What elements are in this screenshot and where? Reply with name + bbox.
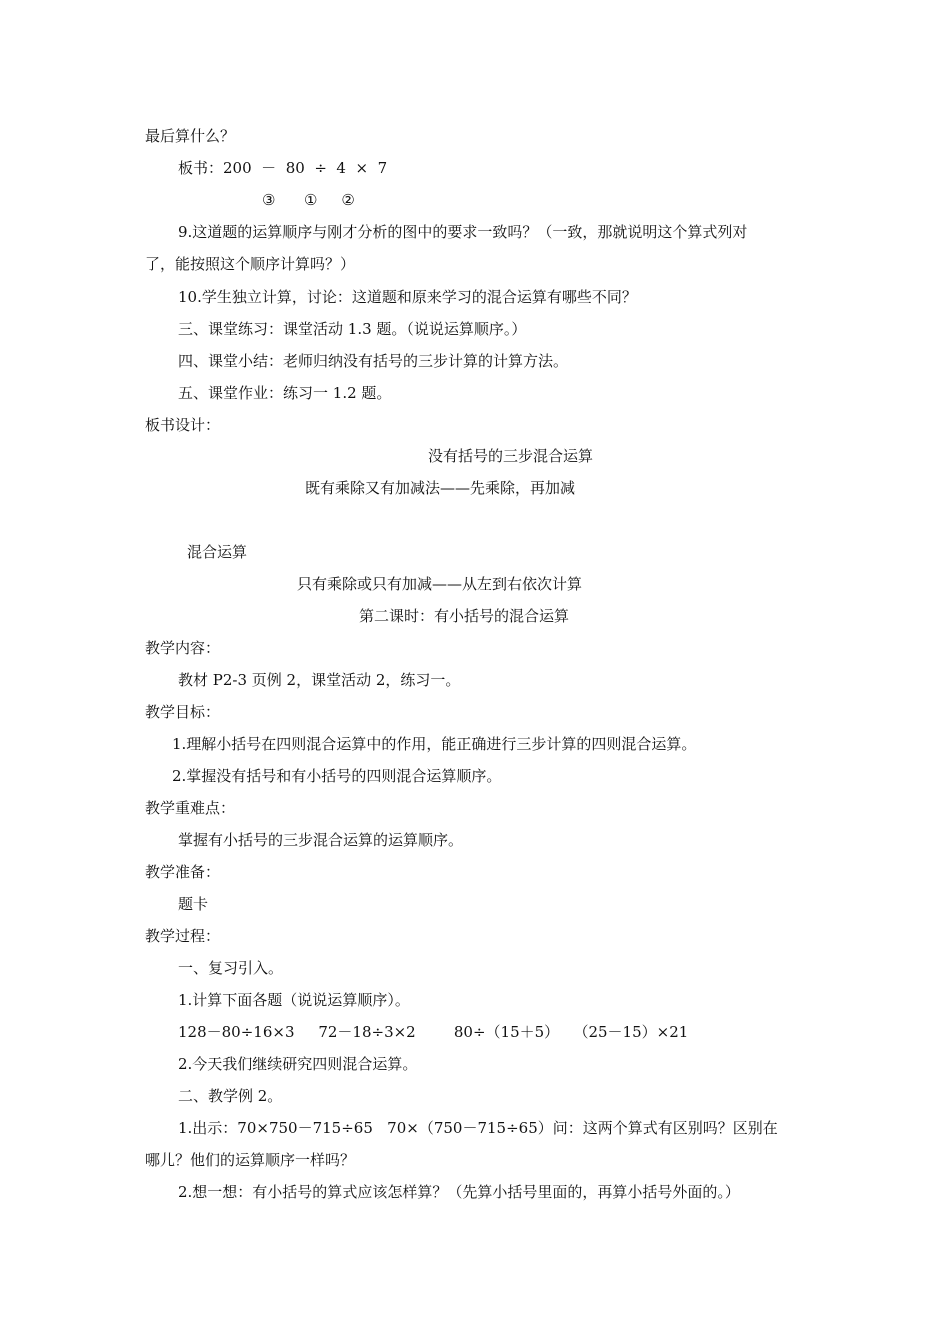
text-line: 9.这道题的运算顺序与刚才分析的图中的要求一致吗？（一致，那就说明这个算式列对 [178, 223, 748, 241]
text-line: 2.掌握没有括号和有小括号的四则混合运算顺序。 [172, 767, 502, 785]
board-label: 混合运算 [187, 543, 248, 561]
text-line: 2.想一想：有小括号的算式应该怎样算？（先算小括号里面的，再算小括号外面的。） [178, 1183, 740, 1201]
text-line: 了，能按照这个顺序计算吗？） [145, 255, 356, 273]
section-heading: 教学重难点： [145, 799, 236, 817]
text-line: 最后算什么？ [145, 127, 236, 145]
board-rule: 只有乘除或只有加减——从左到右依次计算 [297, 575, 583, 593]
text-line: 1.理解小括号在四则混合运算中的作用，能正确进行三步计算的四则混合运算。 [172, 735, 697, 753]
section-heading: 教学目标： [145, 703, 221, 721]
text-line: 教材 P2-3 页例 2，课堂活动 2，练习一。 [178, 671, 461, 689]
section-heading: 教学过程： [145, 927, 221, 945]
text-line: 哪儿？他们的运算顺序一样吗？ [145, 1151, 356, 1169]
text-line: 三、课堂练习：课堂活动 1.3 题。（说说运算顺序。） [178, 320, 527, 338]
text-line: 五、课堂作业：练习一 1.2 题。 [178, 384, 392, 402]
text-line: 1.出示：70×750－715÷65 70×（750－715÷65）问：这两个算式有区别吗？区别在 [178, 1119, 778, 1137]
section-heading: 教学内容： [145, 639, 221, 657]
text-line: 一、复习引入。 [178, 959, 284, 977]
section-heading: 板书设计： [145, 416, 221, 434]
board-rule: 既有乘除又有加减法——先乘除，再加减 [305, 479, 576, 497]
text-line: 四、课堂小结：老师归纳没有括号的三步计算的计算方法。 [178, 352, 569, 370]
text-line: 题卡 [178, 895, 209, 913]
order-markers: ③ ① ② [262, 191, 355, 209]
board-title: 没有括号的三步混合运算 [428, 447, 594, 465]
text-line: 1.计算下面各题（说说运算顺序）。 [178, 991, 410, 1009]
text-line: 二、教学例 2。 [178, 1087, 283, 1105]
text-line: 2.今天我们继续研究四则混合运算。 [178, 1055, 418, 1073]
lesson-title: 第二课时：有小括号的混合运算 [359, 607, 570, 625]
exercise-expressions: 128－80÷16×3 72－18÷3×2 80÷（15＋5） （25－15）×21 [178, 1023, 689, 1041]
text-line: 掌握有小括号的三步混合运算的运算顺序。 [178, 831, 464, 849]
section-heading: 教学准备： [145, 863, 221, 881]
board-equation: 板书：200 － 80 ÷ 4 × 7 [178, 159, 388, 177]
text-line: 10.学生独立计算，讨论：这道题和原来学习的混合运算有哪些不同？ [178, 288, 637, 306]
